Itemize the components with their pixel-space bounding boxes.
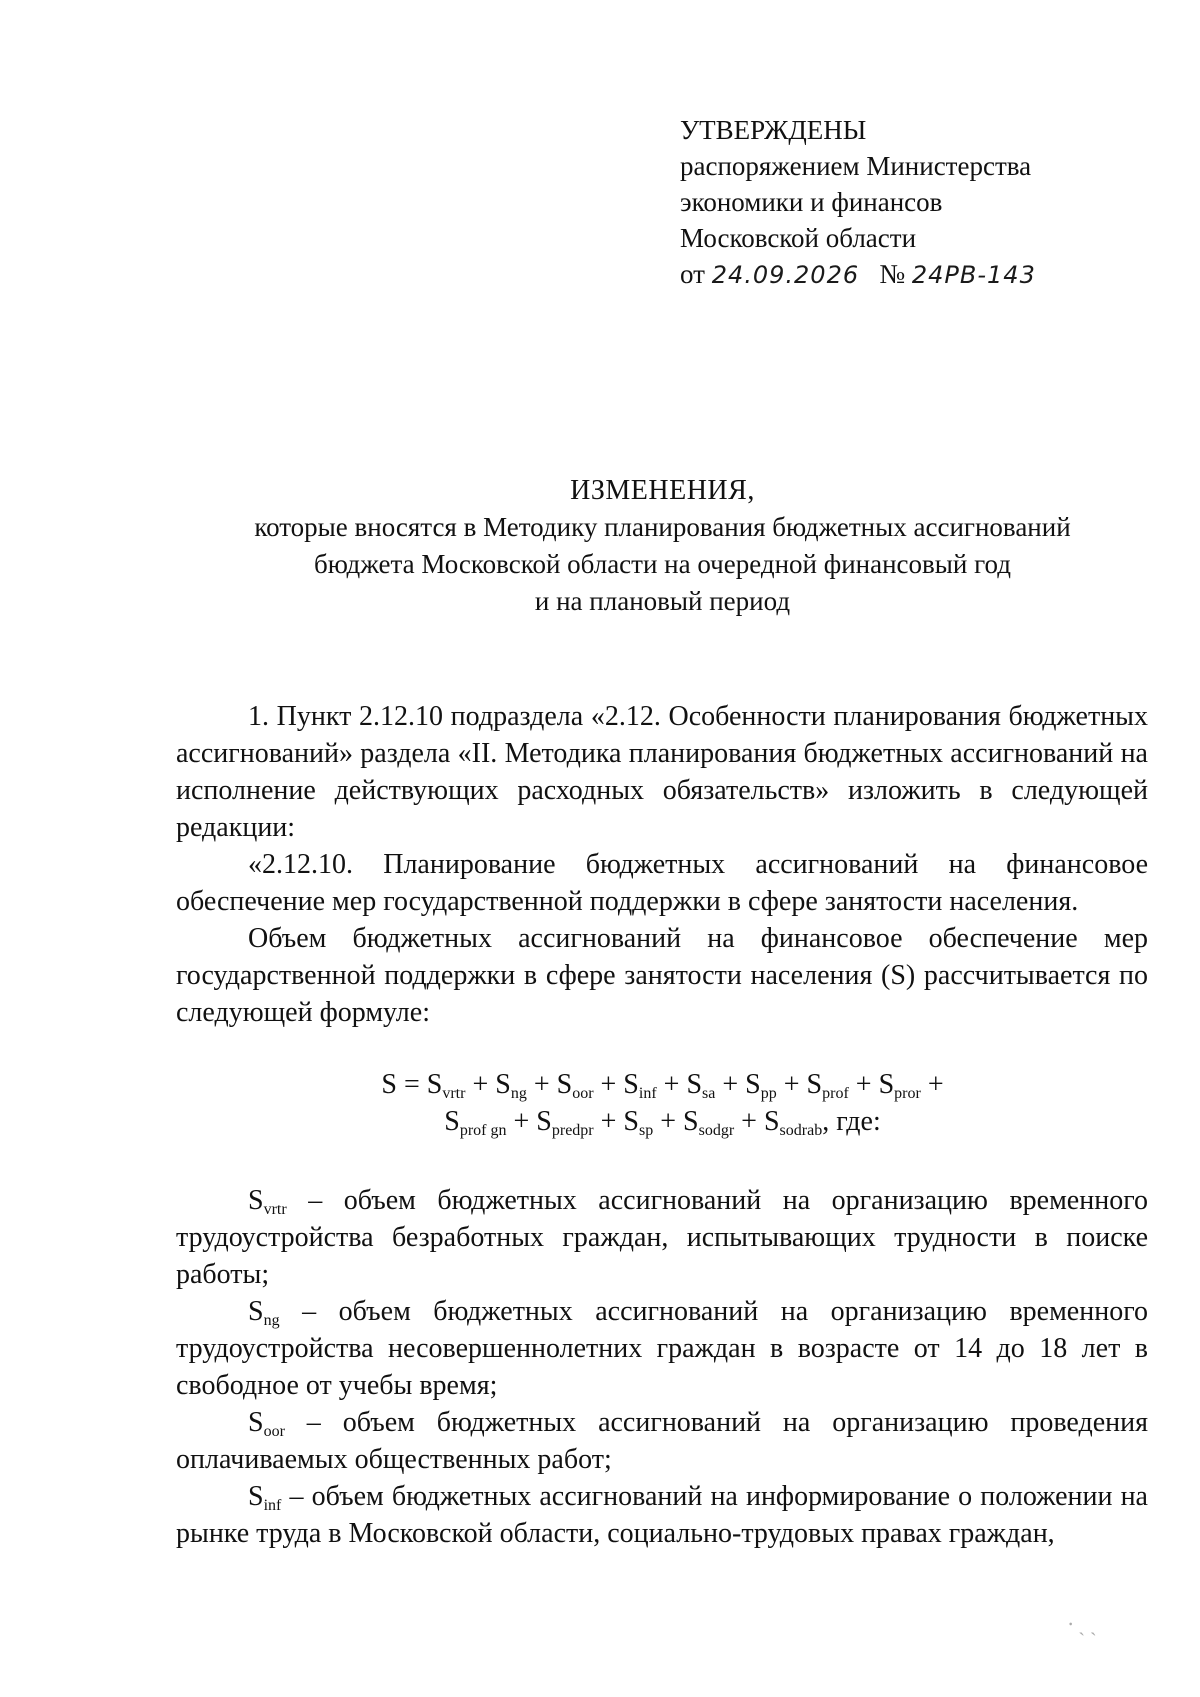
definition-item xyxy=(176,1478,1148,1552)
number-prefix: № xyxy=(879,259,906,289)
approval-line-1: распоряжением Министерства xyxy=(680,151,1032,181)
formula-operator: , где: xyxy=(822,1106,881,1137)
formula-operator: + S xyxy=(465,1069,511,1100)
formula xyxy=(0,1066,1200,1140)
approval-heading: УТВЕРЖДЕНЫ xyxy=(680,115,867,145)
definition-text: – объем бюджетных ассигнований на организацию проведения оплачиваемых общественных работ; xyxy=(176,1407,1148,1475)
paragraph-3: Объем бюджетных ассигнований на финансовое обеспечение мер государственной поддержки в сфере занятости населения (S) рассчитывается по следующей формуле: xyxy=(176,923,1148,1028)
definition-subscript: vrtr xyxy=(263,1201,287,1218)
formula-symbol: S xyxy=(444,1106,460,1137)
definition-item xyxy=(176,1404,1148,1478)
title-main: ИЗМЕНЕНИЯ, xyxy=(570,475,755,506)
scan-artifact: ⸱ ˏ ˎ xyxy=(1068,1614,1097,1636)
approval-line-2: экономики и финансов xyxy=(680,187,943,217)
title-line-3: и на плановый период xyxy=(534,586,791,616)
title-line-1: которые вносятся в Методику планирования бюджетных ассигнований xyxy=(254,512,1071,542)
document-title xyxy=(0,472,1200,620)
definition-subscript: inf xyxy=(263,1497,282,1514)
formula-operator: + S xyxy=(715,1069,761,1100)
formula-operator: + S xyxy=(656,1069,703,1100)
formula-subscript: prof xyxy=(822,1085,849,1102)
formula-terms-1 xyxy=(442,1069,943,1100)
formula-subscript: sodgr xyxy=(698,1122,735,1139)
formula-subscript: ng xyxy=(510,1085,527,1102)
formula-subscript: sp xyxy=(639,1122,654,1139)
definition-symbol: S xyxy=(248,1185,264,1216)
handwritten-number: 24РВ-143 xyxy=(911,261,1036,289)
formula-subscript: sa xyxy=(702,1085,716,1102)
formula-operator: + xyxy=(920,1069,944,1100)
formula-operator: + S xyxy=(593,1106,639,1137)
definition-item xyxy=(176,1293,1148,1404)
formula-subscript: predpr xyxy=(551,1122,594,1139)
formula-subscript: sodrab xyxy=(779,1122,823,1139)
formula-line-1 xyxy=(0,1066,1200,1103)
paragraph-1: 1. Пункт 2.12.10 подраздела «2.12. Особенности планирования бюджетных ассигнований» раздела «II. Методика планирования бюджетных ассигнований на исполнение действующих расходных обязательств» изложить в следующей редакции: xyxy=(176,701,1148,843)
definition-text: – объем бюджетных ассигнований на организацию временного трудоустройства несовершеннолетних граждан в возрасте от 14 до 18 лет в свободное от учебы время; xyxy=(176,1296,1148,1401)
formula-subscript: vrtr xyxy=(442,1085,466,1102)
approval-date-line xyxy=(680,256,1036,293)
formula-line-2 xyxy=(0,1103,1200,1140)
definition-subscript: oor xyxy=(263,1423,285,1440)
definitions-list xyxy=(176,1182,1148,1552)
handwritten-date: 24.09.2026 xyxy=(711,261,860,289)
definition-text: – объем бюджетных ассигнований на организацию временного трудоустройства безработных граждан, испытывающих трудности в поиске работы; xyxy=(176,1185,1148,1290)
approval-stamp xyxy=(680,112,1036,293)
definition-symbol: S xyxy=(248,1296,264,1327)
formula-subscript: prof gn xyxy=(459,1122,507,1139)
paragraph-2: «2.12.10. Планирование бюджетных ассигнований на финансовое обеспечение мер государственной поддержки в сфере занятости населения. xyxy=(176,849,1148,917)
approval-line-3: Московской области xyxy=(680,223,917,253)
formula-subscript: inf xyxy=(638,1085,657,1102)
definition-subscript: ng xyxy=(263,1312,280,1329)
body-text xyxy=(176,698,1148,1031)
definition-text: – объем бюджетных ассигнований на информирование о положении на рынке труда в Московской области, социально-трудовых правах граждан, xyxy=(176,1481,1148,1549)
formula-subscript: oor xyxy=(572,1085,594,1102)
formula-operator: + S xyxy=(506,1106,552,1137)
formula-lhs: S = S xyxy=(381,1069,443,1100)
definition-item xyxy=(176,1182,1148,1293)
formula-operator: + S xyxy=(526,1069,573,1100)
formula-subscript: pp xyxy=(760,1085,777,1102)
definition-symbol: S xyxy=(248,1407,264,1438)
formula-operator: + S xyxy=(776,1069,823,1100)
definition-symbol: S xyxy=(248,1481,264,1512)
formula-terms-2 xyxy=(444,1106,881,1137)
formula-operator: + S xyxy=(848,1069,895,1100)
formula-operator: + S xyxy=(593,1069,639,1100)
date-prefix: от xyxy=(680,259,705,289)
formula-subscript: pror xyxy=(894,1085,921,1102)
formula-operator: + S xyxy=(734,1106,780,1137)
formula-operator: + S xyxy=(653,1106,699,1137)
title-line-2: бюджета Московской области на очередной финансовый год xyxy=(313,549,1011,579)
